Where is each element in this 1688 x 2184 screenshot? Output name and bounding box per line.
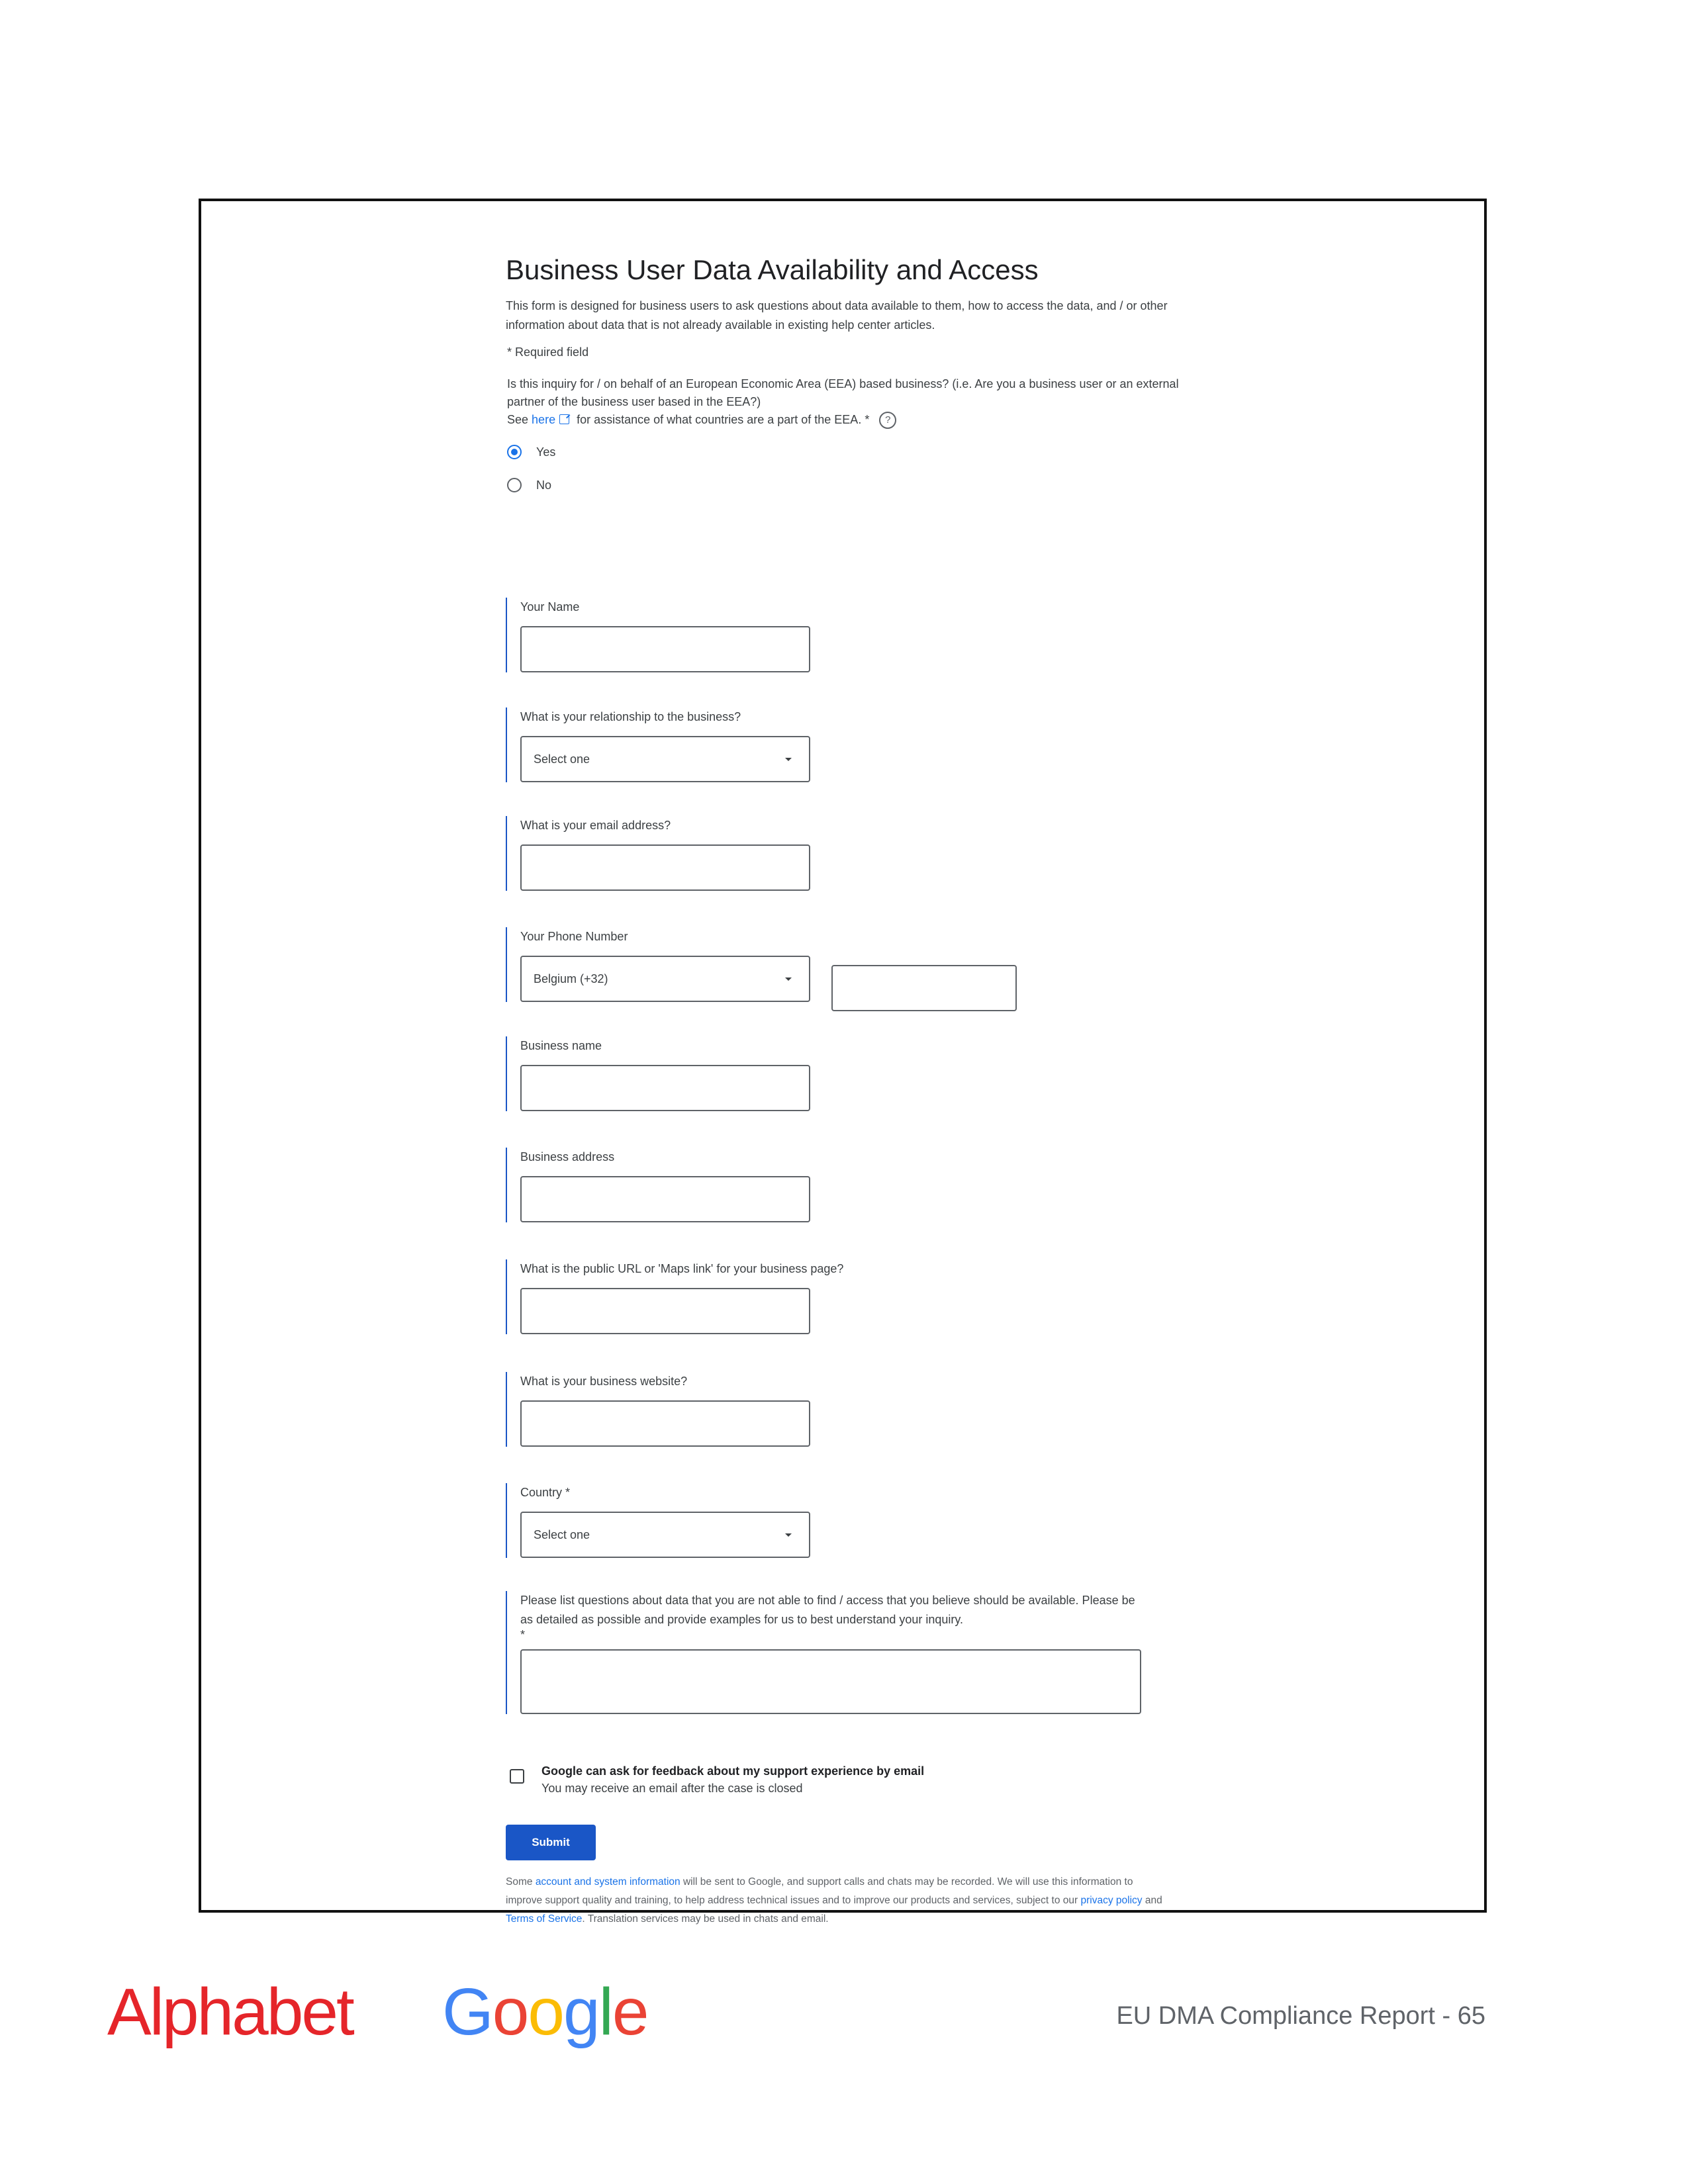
select-value: Select one xyxy=(534,1527,590,1541)
field-label: Your Name xyxy=(520,600,580,614)
alphabet-logo: Alphabet xyxy=(107,1975,353,2049)
radio-button-unchecked[interactable] xyxy=(507,478,522,492)
external-link-icon xyxy=(559,414,569,424)
phone-row xyxy=(520,956,1182,1002)
field-label: Business address xyxy=(520,1150,615,1163)
form-content xyxy=(506,254,1181,1925)
eea-question xyxy=(507,375,1181,429)
phone-number-input[interactable] xyxy=(831,965,1017,1011)
field-label: Business name xyxy=(520,1039,602,1052)
privacy-notice xyxy=(506,1873,1168,1929)
feedback-consent xyxy=(506,1762,924,1797)
field-website xyxy=(506,1372,1182,1447)
public-url-input[interactable] xyxy=(520,1288,810,1334)
terms-of-service-link[interactable]: Terms of Service xyxy=(506,1913,583,1925)
google-logo-letter: e xyxy=(612,1975,648,2049)
form-screenshot-frame xyxy=(199,199,1487,1925)
radio-button-checked[interactable] xyxy=(507,445,522,459)
required-note: * Required field xyxy=(507,345,589,359)
select-value: Belgium (+32) xyxy=(534,972,608,985)
eea-question-text: Is this inquiry for / on behalf of an European Economic Area (EEA) based business? (i.e. Are you a business user or an external partner of the business user based in the EEA?) xyxy=(507,377,1179,408)
privacy-policy-link[interactable]: privacy policy xyxy=(1080,1895,1143,1906)
data-questions-textarea[interactable] xyxy=(520,1649,1141,1714)
radio-label-no: No xyxy=(536,478,552,492)
feedback-checkbox[interactable] xyxy=(510,1769,524,1784)
google-logo-letter: l xyxy=(598,1975,612,2049)
google-logo-letter: o xyxy=(492,1975,528,2049)
your-name-input[interactable] xyxy=(520,626,810,672)
field-label: What is your business website? xyxy=(520,1375,688,1388)
field-data-questions xyxy=(506,1591,1182,1714)
dropdown-arrow-icon xyxy=(785,978,792,981)
google-logo-letter: o xyxy=(528,1975,564,2049)
field-label: What is the public URL or 'Maps link' for your business page? xyxy=(520,1262,844,1275)
required-mark: * xyxy=(520,1628,526,1641)
account-info-link[interactable]: account and system information xyxy=(535,1876,680,1888)
phone-country-select[interactable] xyxy=(520,956,810,1002)
footer-text: will be sent to Google, and support calls and chats may be recorded. We will use this information to improve support quality and training, to help address technical issues and to improve our products and services, subject to our xyxy=(506,1876,1133,1906)
help-icon[interactable]: ? xyxy=(879,412,896,429)
field-relationship xyxy=(506,707,1182,782)
feedback-title: Google can ask for feedback about my support experience by email xyxy=(541,1764,925,1778)
field-label: What is your relationship to the business? xyxy=(520,710,741,723)
radio-option-yes[interactable] xyxy=(507,441,1181,463)
form-title: Business User Data Availability and Access xyxy=(506,254,1039,285)
business-name-input[interactable] xyxy=(520,1065,810,1111)
dropdown-arrow-icon xyxy=(785,1533,792,1537)
eea-after-text: for assistance of what countries are a part of the EEA. * xyxy=(577,413,870,426)
field-business-address xyxy=(506,1148,1182,1222)
country-select[interactable] xyxy=(520,1512,810,1558)
eea-countries-link[interactable]: here xyxy=(532,413,556,426)
field-business-name xyxy=(506,1036,1182,1111)
footer-text: Some xyxy=(506,1876,533,1888)
website-input[interactable] xyxy=(520,1400,810,1447)
radio-label-yes: Yes xyxy=(536,445,556,459)
select-value: Select one xyxy=(534,752,590,766)
feedback-text xyxy=(541,1762,924,1797)
footer-text: . Translation services may be used in chats and email. xyxy=(582,1913,829,1925)
business-address-input[interactable] xyxy=(520,1176,810,1222)
field-phone xyxy=(506,927,1182,1002)
submit-button[interactable]: Submit xyxy=(506,1825,596,1860)
dropdown-arrow-icon xyxy=(785,758,792,761)
eea-see-text: See xyxy=(507,413,529,426)
field-your-name xyxy=(506,598,1182,672)
field-email xyxy=(506,816,1182,891)
field-label: What is your email address? xyxy=(520,819,671,832)
footer-text: and xyxy=(1145,1895,1162,1906)
field-public-url xyxy=(506,1259,1182,1334)
relationship-select[interactable] xyxy=(520,736,810,782)
google-logo xyxy=(442,1974,648,2050)
field-label: Please list questions about data that you are not able to find / access that you believe should be available. Please be as detailed as possible and provide examples for us to best understand your inquiry. xyxy=(520,1594,1135,1626)
report-page-label: EU DMA Compliance Report - 65 xyxy=(1116,2002,1485,2030)
google-logo-letter: G xyxy=(442,1975,492,2049)
form-description: This form is designed for business users to ask questions about data available to them, how to access the data, and / or other information about data that is not already available in existing help center articles. xyxy=(506,299,1168,332)
radio-option-no[interactable] xyxy=(507,474,1181,496)
feedback-subtitle: You may receive an email after the case is closed xyxy=(541,1782,803,1795)
field-label: Country * xyxy=(520,1486,571,1499)
email-input[interactable] xyxy=(520,844,810,891)
google-logo-letter: g xyxy=(563,1975,599,2049)
field-country xyxy=(506,1483,1182,1558)
field-label: Your Phone Number xyxy=(520,930,628,943)
